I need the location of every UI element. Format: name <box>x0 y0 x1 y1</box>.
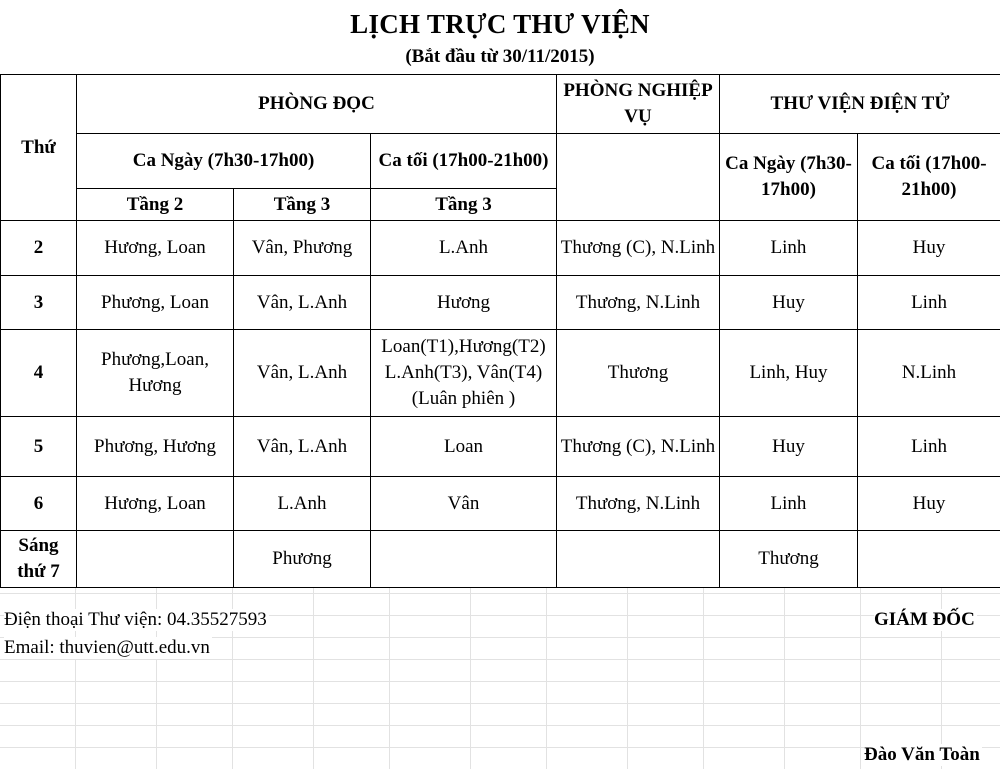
row-thu: 3 <box>1 276 77 330</box>
row-thu: 6 <box>1 477 77 531</box>
cell-tang3-toi: Hương <box>371 276 557 330</box>
row-thu: 2 <box>1 221 77 276</box>
cell-tang3-ngay: Vân, Phương <box>234 221 371 276</box>
header-row-2 <box>1 134 1000 189</box>
cell-tv-toi: Huy <box>858 221 1000 276</box>
cell-tang3-toi <box>371 531 557 588</box>
cell-nghiep-vu: Thương, N.Linh <box>557 477 720 531</box>
cell-tv-ngay: Linh <box>720 477 858 531</box>
page-title: LỊCH TRỰC THƯ VIỆN <box>350 9 650 39</box>
cell-tang2 <box>77 531 234 588</box>
table-row <box>1 330 1000 417</box>
cell-tv-ngay: Huy <box>720 417 858 477</box>
cell-tv-ngay: Linh, Huy <box>720 330 858 417</box>
header-ca-toi-thu-vien: Ca tối (17h00-21h00) <box>858 134 1000 221</box>
title-area <box>0 0 1000 74</box>
library-phone: Điện thoại Thư viện: 04.35527593 <box>4 609 267 630</box>
table-row <box>1 276 1000 330</box>
cell-nghiep-vu: Thương <box>557 330 720 417</box>
header-row-1 <box>1 75 1000 134</box>
director-title: GIÁM ĐỐC <box>874 609 975 630</box>
cell-tang2: Phương,Loan, Hương <box>77 330 234 417</box>
cell-tang3-ngay: Vân, L.Anh <box>234 276 371 330</box>
cell-tang3-toi: L.Anh <box>371 221 557 276</box>
cell-tang2: Phương, Loan <box>77 276 234 330</box>
header-ca-ngay-thu-vien: Ca Ngày (7h30-17h00) <box>720 134 858 221</box>
cell-tang2: Hương, Loan <box>77 477 234 531</box>
cell-nghiep-vu: Thương (C), N.Linh <box>557 221 720 276</box>
cell-tv-ngay: Linh <box>720 221 858 276</box>
header-phong-nghiep-vu: PHÒNG NGHIỆP VỤ <box>557 75 720 134</box>
cell-tv-toi: Linh <box>858 276 1000 330</box>
cell-tang3-ngay: Phương <box>234 531 371 588</box>
cell-tang3-ngay: Vân, L.Anh <box>234 330 371 417</box>
header-ca-ngay-phong-doc: Ca Ngày (7h30-17h00) <box>77 134 371 189</box>
cell-tv-ngay: Huy <box>720 276 858 330</box>
library-email: Email: thuvien@utt.edu.vn <box>4 637 210 658</box>
header-nghiep-vu-blank <box>557 134 720 221</box>
cell-tang2: Hương, Loan <box>77 221 234 276</box>
table-row <box>1 221 1000 276</box>
header-thu: Thứ <box>1 75 77 221</box>
cell-nghiep-vu: Thương (C), N.Linh <box>557 417 720 477</box>
header-thu-vien-dien-tu: THƯ VIỆN ĐIỆN TỬ <box>720 75 1000 134</box>
row-thu: Sáng thứ 7 <box>1 531 77 588</box>
header-tang2: Tầng 2 <box>77 189 234 221</box>
row-thu: 5 <box>1 417 77 477</box>
cell-tang3-toi: Loan(T1),Hương(T2) L.Anh(T3), Vân(T4) (Luân phiên ) <box>371 330 557 417</box>
cell-tv-toi <box>858 531 1000 588</box>
header-ca-toi-phong-doc: Ca tối (17h00-21h00) <box>371 134 557 189</box>
cell-tang3-toi: Vân <box>371 477 557 531</box>
cell-tv-toi: N.Linh <box>858 330 1000 417</box>
table-row <box>1 417 1000 477</box>
director-name: Đào Văn Toàn <box>864 744 980 765</box>
cell-tv-ngay: Thương <box>720 531 858 588</box>
cell-tv-toi: Huy <box>858 477 1000 531</box>
table-row <box>1 531 1000 588</box>
header-tang3-toi: Tầng 3 <box>371 189 557 221</box>
row-thu: 4 <box>1 330 77 417</box>
page-subtitle: (Bắt đầu từ 30/11/2015) <box>405 46 595 67</box>
cell-tang2: Phương, Hương <box>77 417 234 477</box>
table-row <box>1 477 1000 531</box>
schedule-table <box>0 74 1000 588</box>
cell-tang3-ngay: L.Anh <box>234 477 371 531</box>
cell-tv-toi: Linh <box>858 417 1000 477</box>
cell-nghiep-vu <box>557 531 720 588</box>
header-phong-doc: PHÒNG ĐỌC <box>77 75 557 134</box>
cell-tang3-toi: Loan <box>371 417 557 477</box>
cell-tang3-ngay: Vân, L.Anh <box>234 417 371 477</box>
header-tang3-ngay: Tầng 3 <box>234 189 371 221</box>
cell-nghiep-vu: Thương, N.Linh <box>557 276 720 330</box>
